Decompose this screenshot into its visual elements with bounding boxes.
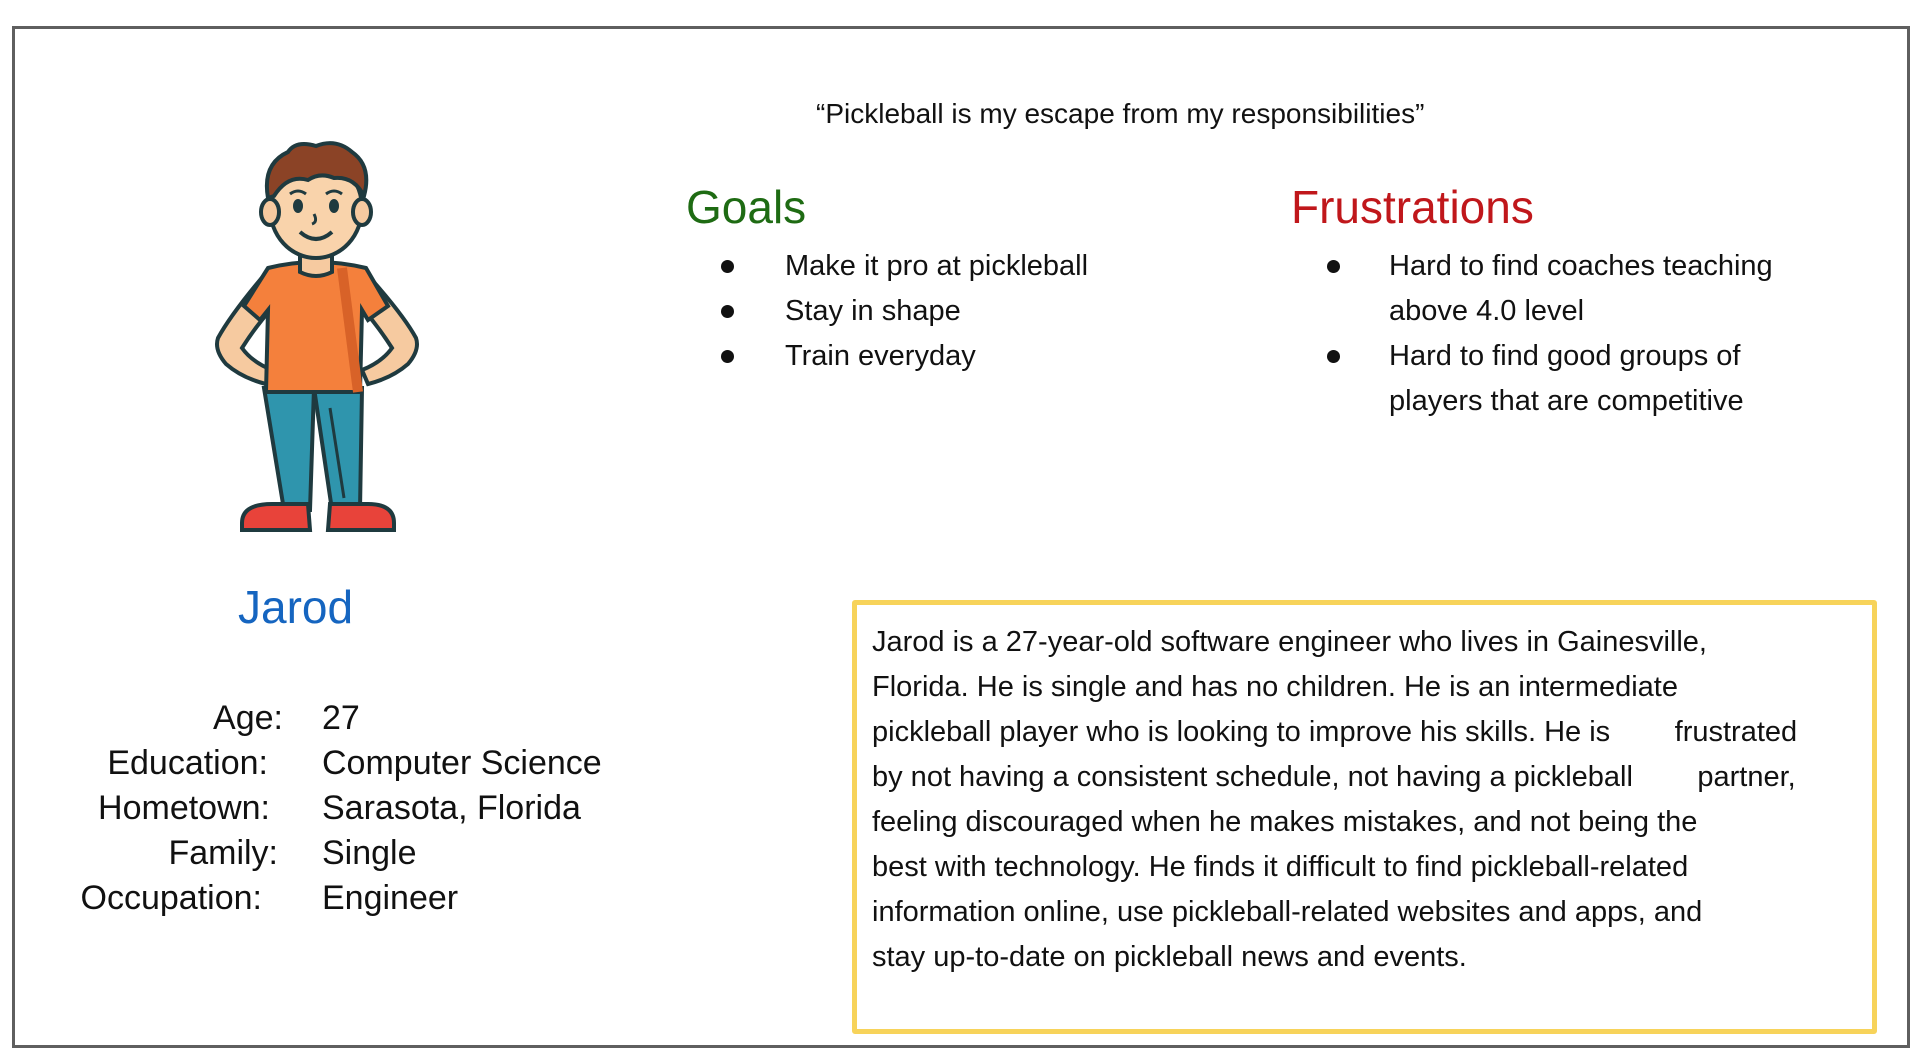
bio-line: best with technology. He finds it difficult to find pickleball-related: [872, 851, 1689, 883]
list-item: Hard to find coaches teaching above 4.0 level: [1389, 244, 1859, 334]
list-item: Stay in shape: [785, 289, 1185, 334]
bio-line: information online, use pickleball-related websites and apps, and: [872, 896, 1703, 928]
frustrations-list: [1389, 244, 1859, 424]
fact-label: Education:: [107, 744, 268, 782]
goals-list: [785, 244, 1185, 379]
bullet-icon: [721, 305, 734, 318]
bio-paragraph: [872, 620, 1862, 980]
fact-value: Computer Science: [322, 744, 602, 782]
fact-label: Family:: [168, 834, 278, 872]
persona-quote: “Pickleball is my escape from my responsibilities”: [816, 98, 1425, 129]
bio-line: stay up-to-date on pickleball news and events.: [872, 941, 1467, 973]
bio-line: feeling discouraged when he makes mistakes, and not being the: [872, 806, 1698, 838]
fact-value: Sarasota, Florida: [322, 789, 581, 827]
fact-value: Single: [322, 834, 417, 872]
bio-line: by not having a consistent schedule, not having a pickleball partner,: [872, 761, 1796, 793]
list-item: Hard to find good groups of players that are competitive: [1389, 334, 1859, 424]
fact-label: Hometown:: [98, 789, 270, 827]
cartoon-man-avatar-icon: [212, 138, 424, 538]
bullet-icon: [1327, 260, 1340, 273]
goals-heading: Goals: [686, 181, 807, 233]
list-item: Train everyday: [785, 334, 1185, 379]
list-item: Make it pro at pickleball: [785, 244, 1185, 289]
bullet-icon: [721, 260, 734, 273]
bullet-icon: [721, 350, 734, 363]
fact-value: Engineer: [322, 879, 459, 917]
bullet-icon: [1327, 350, 1340, 363]
fact-label: Age:: [213, 699, 283, 737]
bio-line: pickleball player who is looking to improve his skills. He is frustrated: [872, 716, 1798, 748]
bio-line: Jarod is a 27-year-old software engineer who lives in Gainesville,: [872, 626, 1707, 658]
bio-line: Florida. He is single and has no children. He is an intermediate: [872, 671, 1678, 703]
fact-label: Occupation:: [80, 879, 262, 917]
frustrations-heading: Frustrations: [1291, 181, 1534, 233]
persona-name: Jarod: [238, 581, 354, 633]
fact-value: 27: [322, 699, 360, 737]
